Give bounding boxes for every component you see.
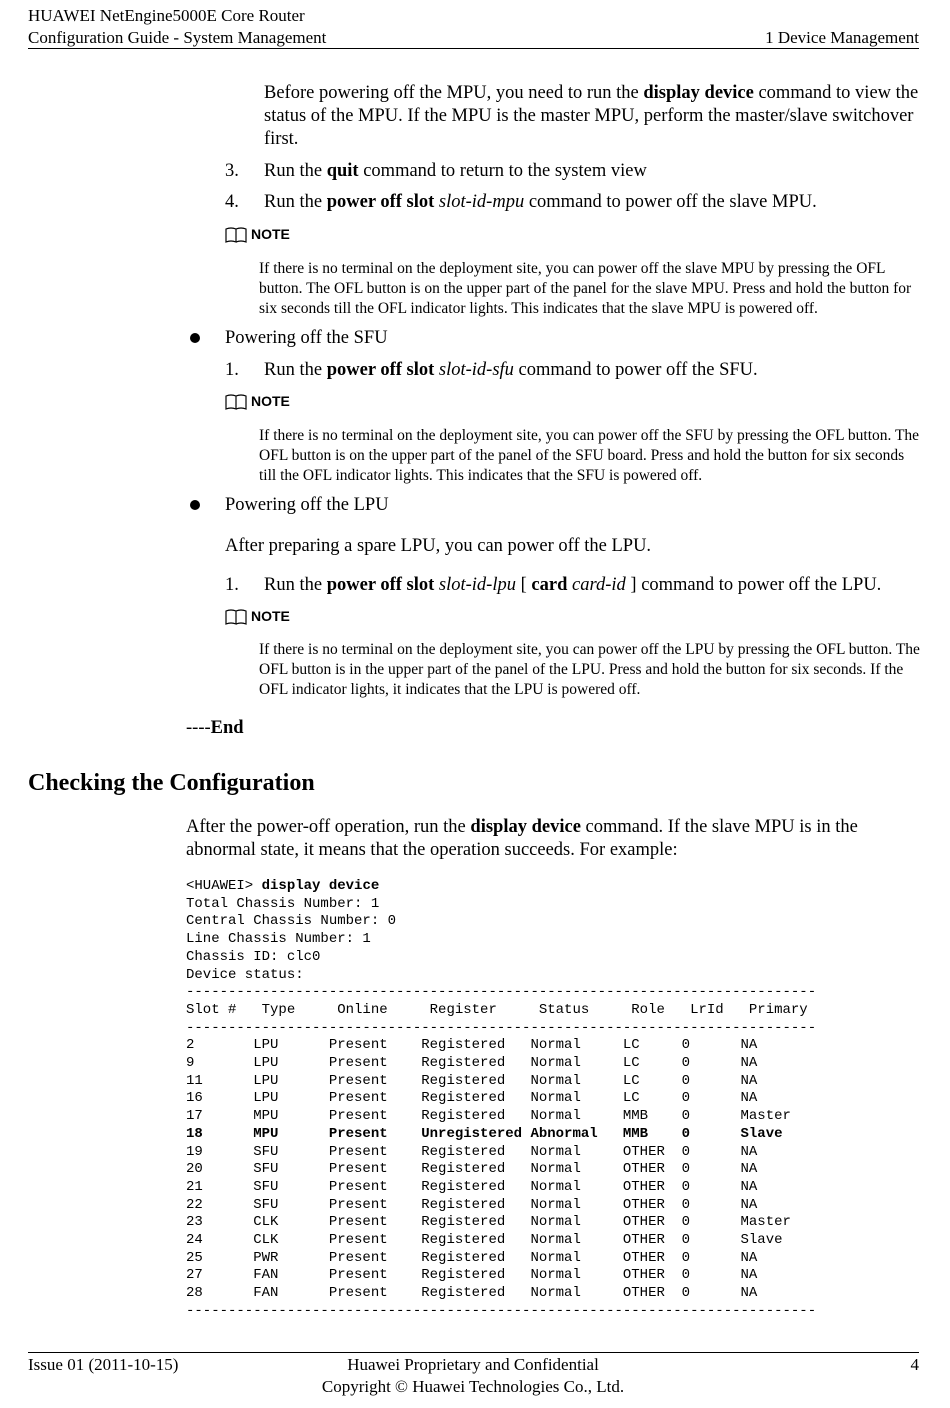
terminal-output <box>186 878 816 1321</box>
note-2-text: If there is no terminal on the deployment site, you can power off the SFU by pressing the OFL button. The OFL button is on the upper part of the panel of the SFU board. Press and hold the button for six seconds till the OFL indicator lights. This indicates that the SFU is powered off. <box>259 427 920 484</box>
intro-command: display device <box>643 83 754 103</box>
book-icon <box>225 227 247 243</box>
lpu-step-text: Run the power off slot slot-id-lpu [ card card-id ] command to power off the LPU. <box>264 575 882 595</box>
note-3-text: If there is no terminal on the deployment site, you can power off the LPU by pressing the OFL button. The OFL button is in the upper part of the panel of the LPU. Press and hold the button for six seconds. If the OFL indicator lights, it indicates that the LPU is powered off. <box>259 641 920 698</box>
section-title: Checking the Configuration <box>28 770 315 796</box>
check-paragraph: After the power-off operation, run the display device command. If the slave MPU is in the abnormal state, it means that the operation succeeds. For example: <box>186 817 858 860</box>
note-1-text: If there is no terminal on the deployment site, you can power off the slave MPU by pressing the OFL button. The OFL button is on the upper part of the panel for the slave MPU. Press and hold the button for six seconds till the OFL indicator lights. This indicates that the slave MPU is powered off. <box>259 260 912 317</box>
end-marker: ----End <box>186 718 244 738</box>
table-rows: 2 LPU Present Registered Normal LC 0 NA 9 LPU Present Registered Normal LC 0 NA 11 LPU Present Registered Normal LC 0 NA 16 LPU Present Registered Normal LC 0 NA 17 MPU Present Registered Normal MMB 0 Master <box>186 1037 791 1125</box>
footer-issue: Issue 01 (2011-10-15) <box>28 1355 179 1374</box>
footer-proprietary: Huawei Proprietary and Confidential <box>347 1355 599 1374</box>
header-rule <box>28 48 919 49</box>
footer-page-number: 4 <box>910 1355 919 1374</box>
table-header: Slot # Type Online Register Status Role LrId Primary <box>186 1001 808 1018</box>
table-row-highlight: 18 MPU Present Unregistered Abnormal MMB 0 Slave <box>186 1125 783 1142</box>
bullet-sfu <box>190 333 200 343</box>
header-chapter: 1 Device Management <box>765 28 919 47</box>
sfu-step-text: Run the power off slot slot-id-sfu command to power off the SFU. <box>264 360 758 380</box>
table-rows: 19 SFU Present Registered Normal OTHER 0 NA 20 SFU Present Registered Normal OTHER 0 NA 21 SFU Present Registered Normal OTHER 0 NA 22 SFU Present Registered Normal OTHER 0 NA 23 CLK Present Registered Normal OTHER 0 Master 24 CLK Present Registered Normal OTHER 0 Slave 25 PWR Present Registered Normal OTHER 0 NA 27 FAN Present Registered Normal OTHER 0 NA 28 FAN Present Registered Normal OTHER 0 NA <box>186 1143 791 1302</box>
header-product: HUAWEI NetEngine5000E Core Router <box>28 6 305 25</box>
step-3-text: Run the quit command to return to the system view <box>264 161 647 181</box>
lpu-heading: Powering off the LPU <box>225 495 389 515</box>
terminal-command-line: <HUAWEI> display device <box>186 878 380 894</box>
bullet-lpu <box>190 500 200 510</box>
separator: --------------------------------------------------------------------------- <box>186 1019 817 1036</box>
step-4-text: Run the power off slot slot-id-mpu command to power off the slave MPU. <box>264 192 817 212</box>
footer-rule <box>28 1352 919 1353</box>
step-3-number: 3. <box>225 161 239 181</box>
sfu-heading: Powering off the SFU <box>225 328 388 348</box>
note-1-heading: NOTE <box>225 226 290 244</box>
sfu-step-number: 1. <box>225 360 239 380</box>
lpu-step-number: 1. <box>225 575 239 595</box>
header-guide: Configuration Guide - System Management <box>28 28 327 47</box>
separator: --------------------------------------------------------------------------- <box>186 1302 817 1319</box>
note-3-heading: NOTE <box>225 608 290 626</box>
step-4-number: 4. <box>225 192 239 212</box>
lpu-paragraph: After preparing a spare LPU, you can power off the LPU. <box>225 536 652 556</box>
book-icon <box>225 394 247 410</box>
book-icon <box>225 609 247 625</box>
separator: --------------------------------------------------------------------------- <box>186 984 817 1001</box>
footer-copyright: Copyright © Huawei Technologies Co., Ltd. <box>321 1377 625 1396</box>
terminal-info: Total Chassis Number: 1 Central Chassis Number: 0 Line Chassis Number: 1 Chassis ID: clc0 Device status: <box>186 895 397 983</box>
note-2-heading: NOTE <box>225 393 290 411</box>
intro-paragraph: Before powering off the MPU, you need to run the display device command to view the status of the MPU. If the MPU is the master MPU, perform the master/slave switchover first. <box>264 83 919 149</box>
